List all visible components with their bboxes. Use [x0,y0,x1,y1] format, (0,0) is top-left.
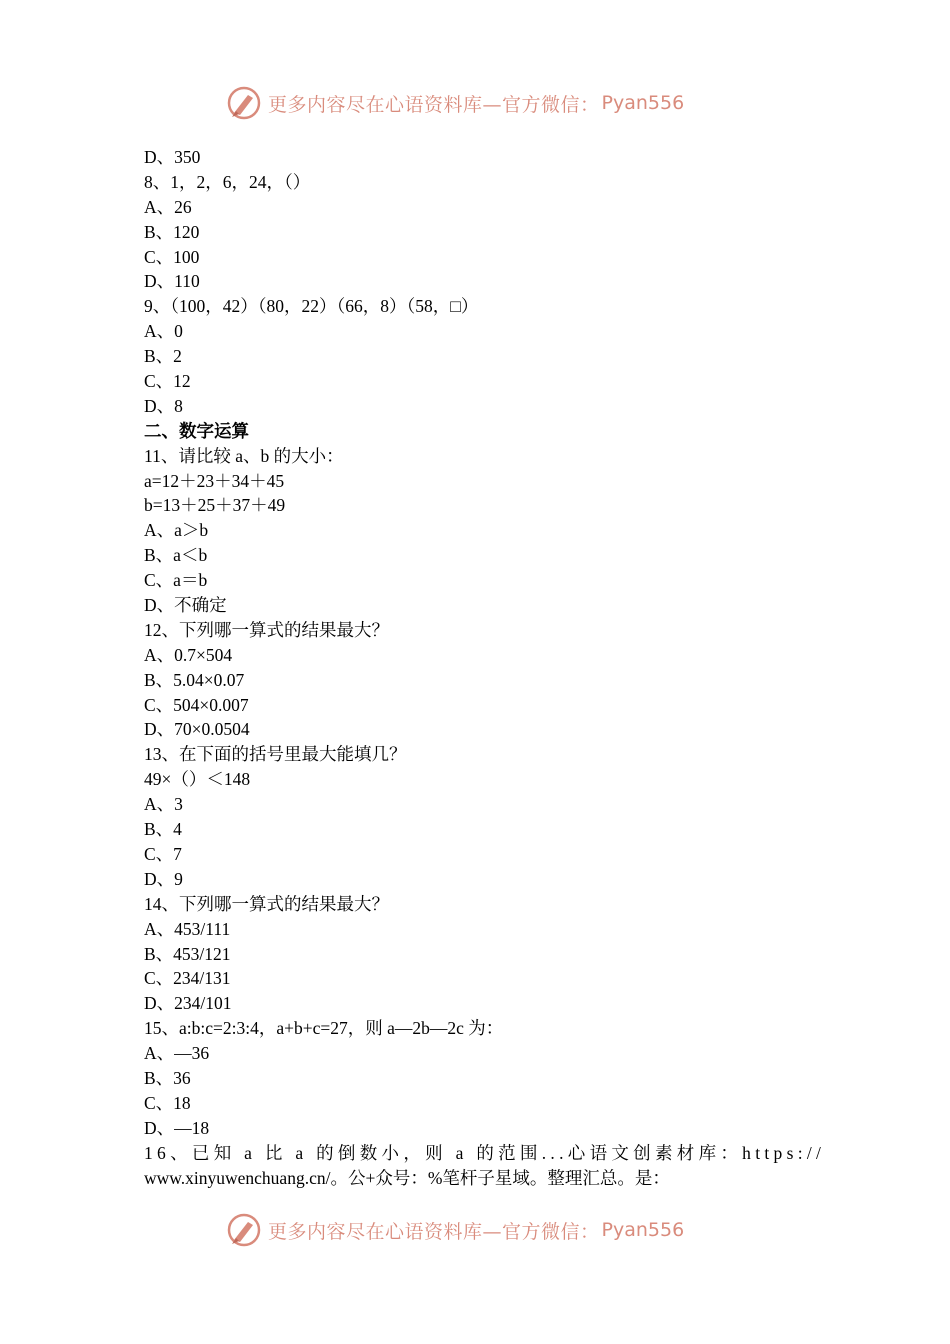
question-13: 13、在下面的括号里最大能填几？ [144,744,407,765]
option-line: A、3 [144,794,183,815]
question-14: 14、下列哪一算式的结果最大？ [144,893,389,914]
option-line: C、18 [144,1092,191,1113]
equation-line: a=12＋23＋34＋45 [144,470,285,491]
option-line: A、453/111 [144,918,231,939]
option-line: A、—36 [144,1043,210,1064]
option-line: C、504×0.007 [144,694,249,715]
option-line: A、0 [144,321,183,342]
header-banner [226,83,746,123]
option-line: A、26 [144,196,192,217]
option-line: C、100 [144,246,200,267]
option-line: D、70×0.0504 [144,719,250,740]
question-16-line-2: www.xinyuwenchuang.cn/。公+众号：%笔杆子星域。整理汇总。是： [144,1167,670,1188]
pen-logo-icon [226,1212,262,1248]
question-8: 8、1，2，6，24，（） [144,171,311,192]
banner-text: 更多内容尽在心语资料库—官方微信： [268,93,600,116]
option-line: B、5.04×0.07 [144,669,245,690]
pen-logo-icon [226,85,262,121]
option-line: B、453/121 [144,943,231,964]
equation-line: b=13＋25＋37＋49 [144,495,286,516]
option-line: C、234/131 [144,968,231,989]
option-line: B、36 [144,1067,191,1088]
option-line: D、不确定 [144,595,227,616]
question-16-line-1: 16、已知 a 比 a 的倒数小，则 a 的范围...心语文创素材库：https:// [144,1142,826,1163]
option-line: C、a＝b [144,570,208,591]
footer-banner [226,1210,746,1250]
section-heading: 二、数字运算 [144,420,249,441]
question-16 [144,1141,826,1191]
option-line: B、2 [144,346,182,367]
question-9: 9、（100，42）（80，22）（66，8）（58，□） [144,296,479,317]
banner-text: 更多内容尽在心语资料库—官方微信： [268,1220,600,1243]
option-line: D、—18 [144,1117,210,1138]
option-line: B、120 [144,221,200,242]
question-15: 15、a:b:c=2:3:4，a+b+c=27，则 a—2b—2c 为： [144,1018,504,1039]
option-line: A、a＞b [144,520,209,541]
question-12: 12、下列哪一算式的结果最大？ [144,619,389,640]
option-line: A、0.7×504 [144,644,233,665]
option-line: D、8 [144,395,183,416]
banner-wechat-id: Pyan556 [601,92,685,114]
question-11: 11、请比较 a、b 的大小： [144,445,344,466]
banner-wechat-id: Pyan556 [601,1219,685,1241]
option-line: D、234/101 [144,993,232,1014]
option-line: D、110 [144,271,200,292]
option-line: B、a＜b [144,545,208,566]
option-line: C、12 [144,371,191,392]
document-body [144,145,826,1190]
equation-line: 49×（）＜148 [144,769,251,790]
option-line: B、4 [144,819,182,840]
option-line: D、9 [144,868,183,889]
option-line: C、7 [144,843,182,864]
text-line: D、350 [144,147,201,167]
